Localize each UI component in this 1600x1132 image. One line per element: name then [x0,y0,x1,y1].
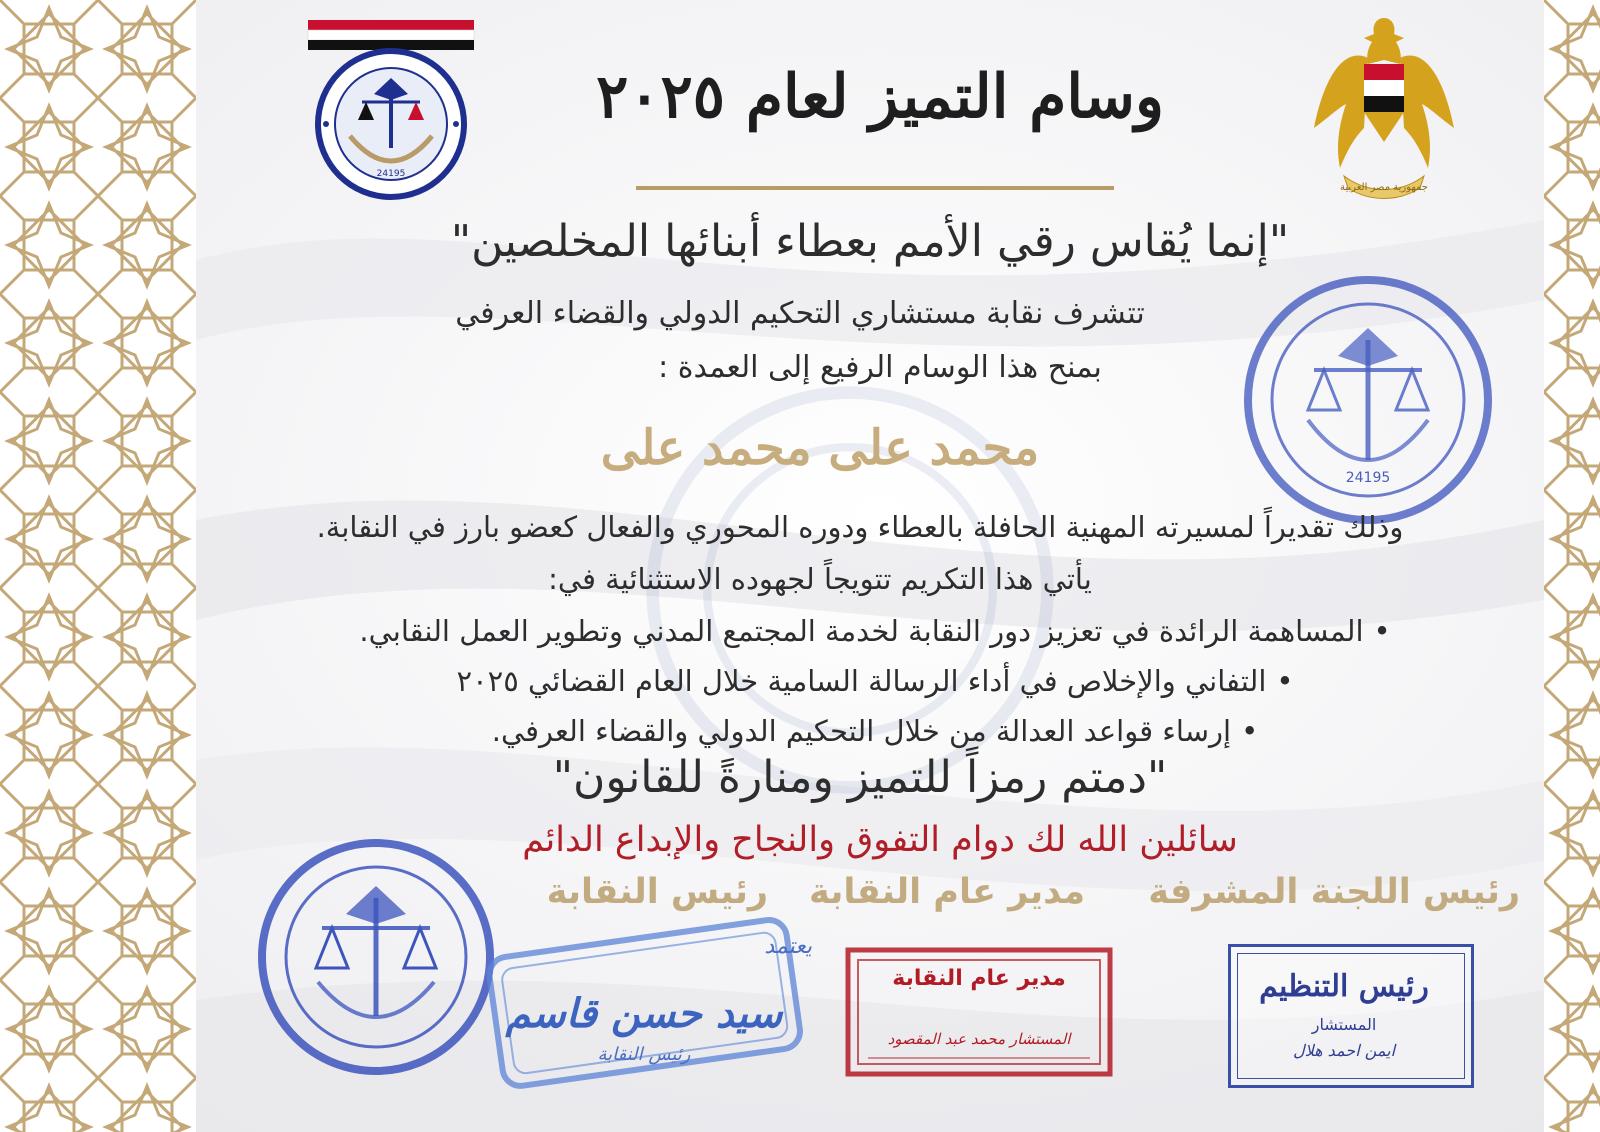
achievement-text: المساهمة الرائدة في تعزيز دور النقابة لخدمة المجتمع المدني وتطوير العمل النقابي. [359,614,1364,648]
general-manager-stamp [844,946,1114,1078]
achievement-text: إرساء قواعد العدالة من خلال التحكيم الدولي والقضاء العرفي. [491,714,1232,748]
recipient-name: محمد على محمد على [600,420,1040,476]
bullet-icon: • [1276,664,1294,698]
list-item [250,706,1500,756]
list-item [250,606,1500,656]
slogan-quote: "دمتم رمزاً للتميز ومنارةً للقانون" [552,752,1168,803]
honor-line-2: بمنح هذا الوسام الرفيع إلى العمدة : [658,350,1102,385]
honor-line-1: تتشرف نقابة مستشاري التحكيم الدولي والقضاء العرفي [455,296,1145,331]
stamp-role-text: رئيس النقابة [597,1044,691,1065]
syndicate-seal-icon [300,16,482,200]
stamp-red-name: المستشار محمد عبد المقصود [887,1030,1071,1048]
bullet-icon: • [1373,614,1391,648]
stamp-red-title: مدير عام النقابة [892,966,1066,991]
stamp-signature-name: سيد حسن قاسم [505,990,783,1037]
title-divider [636,186,1114,190]
certificate-title: وسام التميز لعام ٢٠٢٥ [596,62,1164,132]
syndicate-head-stamp [464,898,824,1098]
seal-stamp-right [1228,270,1508,530]
achievement-text: التفاني والإخلاص في أداء الرسالة السامية خلال العام القضائي ٢٠٢٥ [456,664,1267,698]
islamic-pattern-border-left [0,0,196,1132]
eagle-caption: جمهورية مصر العربية [1340,182,1428,193]
stamp-square-role: المستشار [1311,1015,1377,1034]
motto-quote: "إنما يُقاس رقي الأمم بعطاء أبنائها المخلصين" [450,216,1290,267]
seal-number: 24195 [1345,470,1391,486]
committee-head-title: رئيس اللجنة المشرفة [1148,872,1520,912]
egypt-eagle-icon [1308,8,1460,204]
stamp-approve-text: يعتمد [764,934,812,959]
syndicate-head-title: رئيس النقابة [546,872,768,912]
stamp-square-name: ايمن احمد هلال [1292,1041,1396,1060]
svg-text:24195: 24195 [376,169,406,179]
reason-text: وذلك تقديراً لمسيرته المهنية الحافلة بالعطاء ودوره المحوري والفعال كعضو بارز في النقابة. [316,510,1404,544]
general-manager-title: مدير عام النقابة [808,872,1085,912]
prayer-line: سائلين الله لك دوام التفوق والنجاح والإبداع الدائم [522,820,1238,860]
bullet-icon: • [1241,714,1259,748]
intro-text: يأتي هذا التكريم تتويجاً لجهوده الاستثنائية في: [548,562,1092,596]
stamp-square-title: رئيس التنظيم [1259,969,1429,1004]
list-item [250,656,1500,706]
islamic-pattern-border-right [1544,0,1600,1132]
achievements-list [250,606,1500,756]
organizing-head-stamp [1228,944,1474,1088]
